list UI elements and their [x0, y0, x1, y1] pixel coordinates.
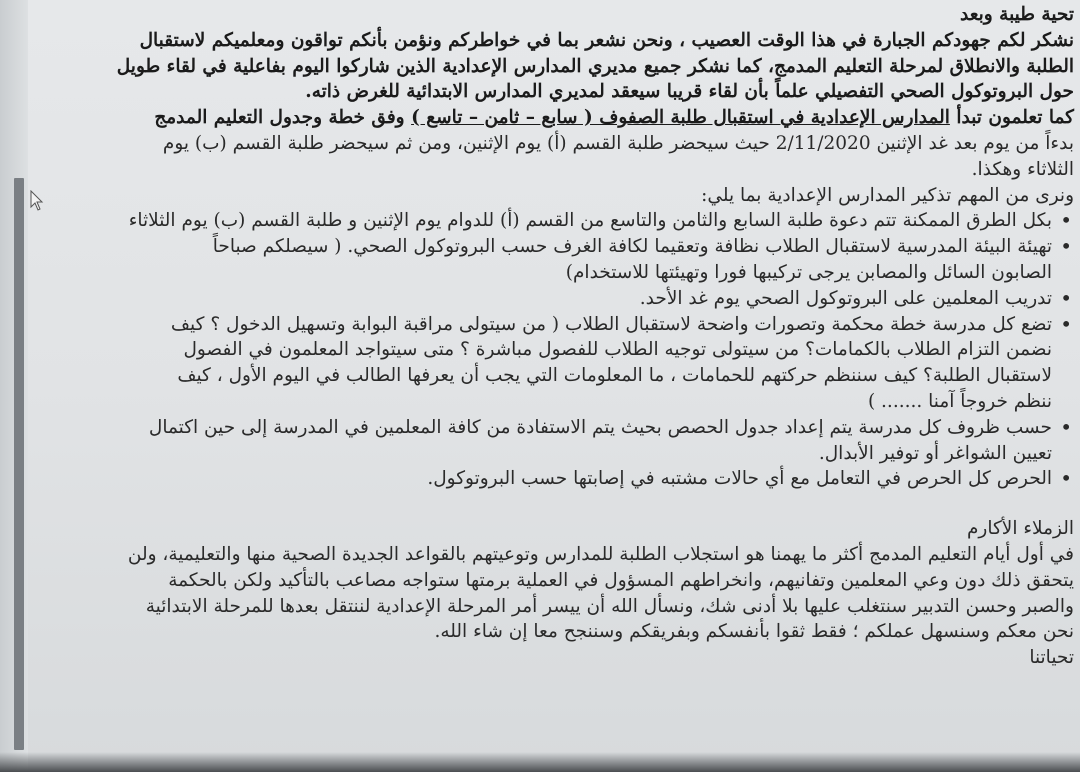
schedule-suffix: وفق خطة وجدول التعليم المدمج — [154, 107, 412, 129]
schedule-line: الثلاثاء وهكذا. — [971, 158, 1074, 180]
schedule-paragraph — [48, 105, 1074, 182]
schedule-line: بدءاً من يوم بعد غد الإثنين 2/11/2020 حيث سيحضر طلبة القسم (أ) يوم الإثنين، ومن ثم سيحضر طلبة القسم (ب) يوم — [162, 132, 1074, 154]
closing-paragraph — [48, 542, 1074, 645]
list-item-line: • حسب ظروف كل مدرسة يتم إعداد جدول الحصص بحيث يتم الاستفادة من كافة المعلمين في المدرسة إلى حين اكتمال — [148, 416, 1052, 438]
list-item — [48, 208, 1052, 234]
greeting: تحية طيبة وبعد — [960, 4, 1074, 25]
reminder-heading: ونرى من المهم تذكير المدارس الإعدادية بما يلي: — [701, 184, 1074, 206]
closing-line: في أول أيام التعليم المدمج أكثر ما يهمنا هو استجلاب الطلبة للمدارس وتوعيتهم بالقواعد الجديدة الصحية منها والتعليمية، ولن — [127, 543, 1074, 565]
list-item-line: • تدريب المعلمين على البروتوكول الصحي يوم غد الأحد. — [639, 287, 1052, 309]
list-item — [48, 286, 1052, 312]
closing-line: والصبر وحسن التدبير سنتغلب عليها بلا أدنى شك، ونسأل الله أن ييسر أمر المرحلة الإعدادية لننتقل بعدها للمرحلة الابتدائية — [145, 595, 1074, 617]
schedule-line — [48, 105, 1074, 131]
closing-line: نحن معكم وسنسهل عملكم ؛ فقط ثقوا بأنفسكم وبفريقكم وسننجح معا إن شاء الله. — [434, 621, 1074, 643]
list-item-line: • الحرص كل الحرص في التعامل مع أي حالات مشتبه في إصابتها حسب البروتوكول. — [427, 468, 1052, 490]
schedule-underlined: المدارس الإعدادية في استقبال طلبة الصفوف ( سابع – ثامن – تاسع ) — [411, 107, 950, 129]
list-item — [48, 466, 1052, 492]
list-item-line: تعيين الشواغر أو توفير الأبدال. — [818, 442, 1052, 464]
list-item-line: ننظم خروجاً آمنا ....... ) — [867, 390, 1052, 412]
list-item-line: • بكل الطرق الممكنة تتم دعوة طلبة السابع والثامن والتاسع من القسم (أ) للدوام يوم الإثنين و طلبة القسم (ب) يوم الثلاثاء — [128, 210, 1052, 232]
list-item-line: نضمن التزام الطلاب بالكمامات؟ من سيتولى توجيه الطلاب للفصول مباشرة ؟ متى سيتواجد المعلمون في الفصول — [183, 339, 1052, 361]
list-item-line: لاستقبال الطلبة؟ كيف سننظم حركتهم للحمامات ، ما المعلومات التي يجب أن يعرفها الطالب في اليوم الأول ، كيف — [177, 365, 1052, 387]
list-item-line: • تهيئة البيئة المدرسية لاستقبال الطلاب نظافة وتعقيما لكافة الغرف حسب البروتوكول الصحي. ( سيصلكم صباحاً — [212, 236, 1052, 258]
list-item — [48, 415, 1052, 467]
schedule-prefix: كما تعلمون تبدأ — [949, 107, 1074, 129]
closing-line: يتحقق ذلك دون وعي المعلمين وتفانيهم، وانخراطهم المسؤول في العملية برمتها ستواجه مصاعب بالتأكيد ولكن بالحكمة — [168, 569, 1074, 591]
list-item — [48, 312, 1052, 415]
intro-paragraph — [48, 28, 1074, 105]
list-item-line: الصابون السائل والمصابن يرجى تركيبها فورا وتهيئتها للاستخدام) — [565, 261, 1052, 283]
signoff: تحياتنا — [1029, 647, 1074, 669]
intro-line: نشكر لكم جهودكم الجبارة في هذا الوقت العصيب ، ونحن نشعر بما في خواطركم ونؤمن بأنكم تواقون ومعلميكم لاستقبال — [139, 29, 1074, 51]
paragraph-gap — [48, 492, 1074, 516]
intro-line: الطلبة والانطلاق لمرحلة التعليم المدمج، كما نشكر جميع مديري المدارس الإعدادية الذين شاركوا اليوم بفاعلية في لقاء طويل — [116, 55, 1074, 77]
mouse-pointer-icon — [30, 190, 46, 212]
document-body — [48, 2, 1074, 671]
reminder-list — [48, 208, 1074, 492]
closing-salutation: الزملاء الأكارم — [966, 518, 1074, 540]
list-item — [48, 234, 1052, 286]
monitor-bottom-edge — [0, 752, 1080, 772]
intro-line: حول البروتوكول الصحي التفصيلي علماً بأن لقاء قريبا سيعقد لمديري المدارس الابتدائية للغرض ذاته. — [305, 81, 1074, 103]
vertical-scrollbar[interactable] — [14, 178, 24, 750]
list-item-line: • تضع كل مدرسة خطة محكمة وتصورات واضحة لاستقبال الطلاب ( من سيتولى مراقبة البوابة وتسهيل الدخول ؟ كيف — [170, 313, 1052, 335]
